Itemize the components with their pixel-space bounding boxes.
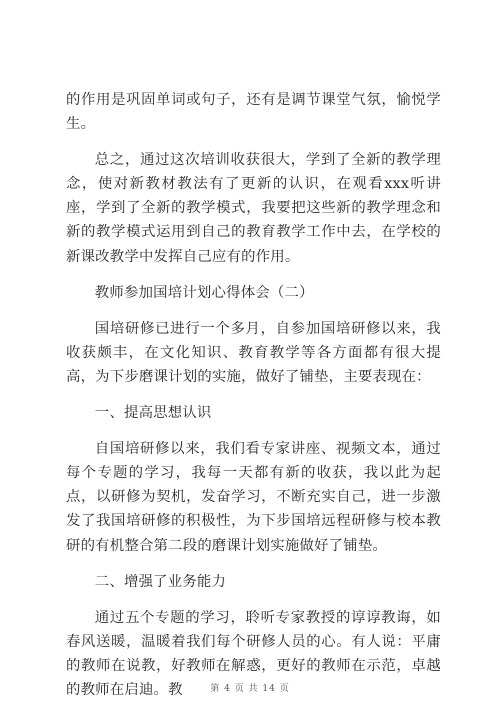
- paragraph-gap: [66, 558, 441, 570]
- document-body: [66, 88, 441, 702]
- subheading-1: 一、提高思想认识: [94, 405, 212, 422]
- paragraph-gap: [66, 594, 441, 606]
- paragraph-gap: [66, 389, 441, 401]
- section-title: 教师参加国培计划心得体会（二）: [94, 284, 314, 301]
- page-footer: 第 4 页 共 14 页: [210, 684, 290, 694]
- paragraph-gap: [66, 305, 441, 317]
- paragraph-summary: 总之，通过这次培训收获很大，学到了全新的教学理念，使对新教材教法有了更新的认识，在观看xxx听讲座，学到了全新的教学模式，我要把这些新的教学理念和新的教学模式运用到自己的教育教学工作中去，在学校的新课改教学中发挥自己应有的作用。: [66, 152, 441, 265]
- paragraph-gap: [66, 136, 441, 148]
- paragraph-gap: [66, 269, 441, 281]
- paragraph-continued: 的作用是巩固单词或句子，还有是调节课堂气氛，愉悦学生。: [66, 92, 441, 133]
- paragraph-section-2: 通过五个专题的学习，聆听专家教授的谆谆教诲，如春风送暖，温暖着我们每个研修人员的心。有人说：平庸的教师在说教，好教师在解惑，更好的教师在示范，卓越的教师在启迪。教: [66, 609, 441, 698]
- paragraph-gap: [66, 425, 441, 437]
- paragraph-intro: 国培研修已进行一个多月，自参加国培研修以来，我收获颇丰，在文化知识、教育教学等各方面都有很大提高，为下步磨课计划的实施，做好了铺垫，主要表现在：: [66, 320, 441, 385]
- subheading-2: 二、增强了业务能力: [94, 573, 227, 590]
- paragraph-section-1: 自国培研修以来，我们看专家讲座、视频文本，通过每个专题的学习，我每一天都有新的收获，我以此为起点，以研修为契机，发奋学习，不断充实自己，进一步激发了我国培研修的积极性，为下步国培远程研修与校本教研的有机整合第二段的磨课计划实施做好了铺垫。: [66, 441, 441, 554]
